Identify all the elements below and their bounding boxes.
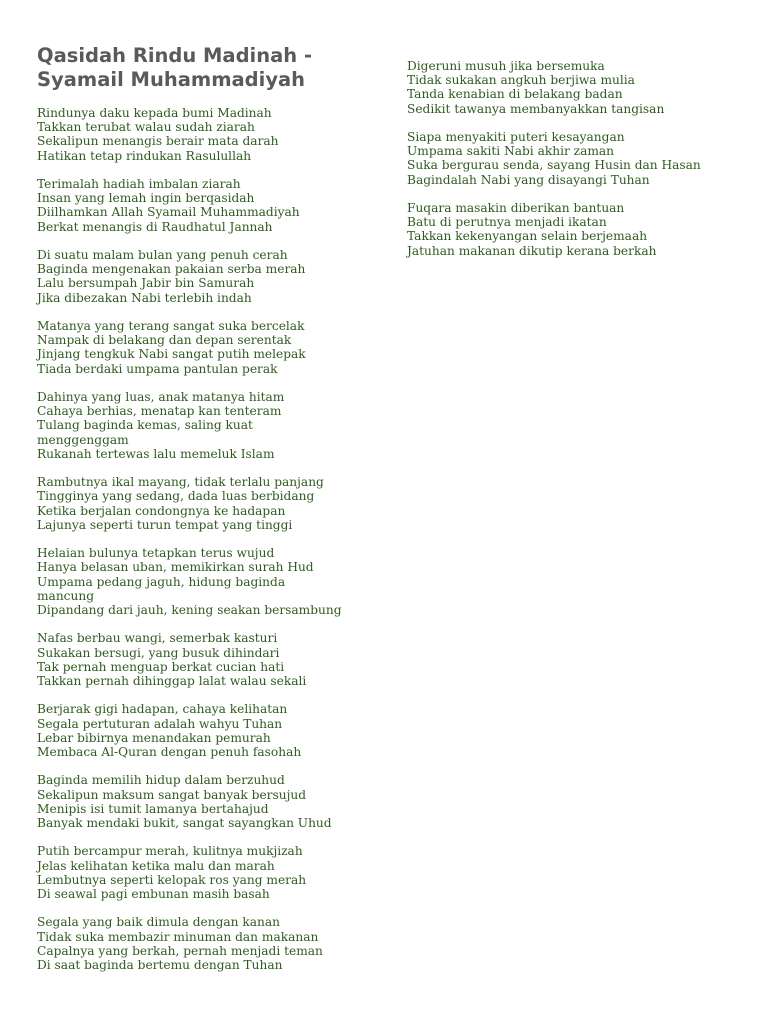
poem-line: Berjarak gigi hadapan, cahaya kelihatan [37,702,288,717]
poem-line: Siapa menyakiti puteri kesayangan [407,130,625,144]
poem-line: Fuqara masakin diberikan bantuan [407,201,625,215]
poem-line: Membaca Al-Quran dengan penuh fasohah [37,745,302,760]
poem-line: Helaian bulunya tetapkan terus wujud [37,546,275,561]
stanza [37,106,377,163]
poem-line: Di saat baginda bertemu dengan Tuhan [37,958,283,973]
poem-line: Segala yang baik dimula dengan kanan [37,915,280,930]
page-title [37,44,377,92]
stanza [37,390,377,461]
poem-line: Rindunya daku kepada bumi Madinah [37,106,272,120]
stanza [37,702,377,759]
poem-line: Baginda mengenakan pakaian serba merah [37,262,306,277]
poem-line: Diilhamkan Allah Syamail Muhammadiyah [37,205,300,220]
poem-line: Jika dibezakan Nabi terlebih indah [37,290,252,305]
left-stanza-list [37,106,377,972]
poem-line: Dahinya yang luas, anak matanya hitam [37,390,285,404]
title-line: Syamail Muhammadiyah [37,68,306,91]
poem-line: Hanya belasan uban, memikirkan surah Hud [37,560,314,575]
poem-line: Tak pernah menguap berkat cucian hati [37,659,285,674]
poem-line: Umpama sakiti Nabi akhir zaman [407,144,615,159]
stanza [37,915,377,972]
poem-line: Bagindalah Nabi yang disayangi Tuhan [407,172,650,187]
poem-line: Nampak di belakang dan depan serentak [37,333,292,348]
poem-line: Tingginya yang sedang, dada luas berbidang [37,489,315,504]
poem-line: Lebar bibirnya menandakan pemurah [37,730,271,745]
poem-line: Takkan pernah dihinggap lalat walau sekali [37,674,307,689]
stanza [37,773,377,830]
poem-line: Rukanah tertewas lalu memeluk Islam [37,446,275,461]
poem-line: Putih bercampur merah, kulitnya mukjizah [37,844,303,859]
poem-line: Digeruni musuh jika bersemuka [407,59,605,73]
poem-line: Sukakan bersugi, yang busuk dihindari [37,645,280,660]
poem-line: Umpama pedang jaguh, hidung baginda [37,574,286,589]
stanza [37,546,377,617]
title-line: Qasidah Rindu Madinah - [37,44,313,67]
stanza [407,130,747,187]
poem-line: Hatikan tetap rindukan Rasulullah [37,148,252,163]
left-column [37,44,377,986]
poem-line: Berkat menangis di Raudhatul Jannah [37,219,273,234]
poem-line: Takkan terubat walau sudah ziarah [37,120,255,135]
poem-line: Terimalah hadiah imbalan ziarah [37,177,241,191]
poem-line: Matanya yang terang sangat suka bercelak [37,319,305,333]
poem-line: Lalu bersumpah Jabir bin Samurah [37,276,255,291]
poem-line: Suka bergurau senda, sayang Husin dan Hasan [407,158,701,173]
poem-line: Sekalipun menangis berair mata darah [37,134,279,149]
poem-line: menggenggam [37,432,129,447]
poem-line: Rambutnya ikal mayang, tidak terlalu panjang [37,475,324,490]
poem-line: Tulang baginda kemas, saling kuat [37,418,253,433]
poem-line: Batu di perutnya menjadi ikatan [407,215,607,230]
poem-line: Ketika berjalan condongnya ke hadapan [37,503,286,518]
poem-line: Tidak suka membazir minuman dan makanan [37,929,319,944]
poem-line: Tidak sukakan angkuh berjiwa mulia [407,73,635,88]
poem-line: Baginda memilih hidup dalam berzuhud [37,773,285,788]
right-column [407,59,747,272]
poem-line: Dipandang dari jauh, kening seakan bersambung [37,603,342,618]
stanza [37,177,377,234]
poem-line: Di seawal pagi embunan masih basah [37,887,270,902]
poem-line: Jatuhan makanan dikutip kerana berkah [407,243,657,258]
poem-line: Insan yang lemah ingin berqasidah [37,191,255,206]
stanza [37,248,377,305]
poem-line: Lembutnya seperti kelopak ros yang merah [37,872,307,887]
poem-line: Segala pertuturan adalah wahyu Tuhan [37,716,283,731]
stanza [37,475,377,532]
stanza [37,319,377,376]
stanza [37,631,377,688]
poem-line: Sedikit tawanya membanyakkan tangisan [407,101,665,116]
stanza [407,201,747,258]
right-stanza-list [407,59,747,258]
stanza [37,844,377,901]
poem-line: Capalnya yang berkah, pernah menjadi teman [37,943,323,958]
poem-line: Lajunya seperti turun tempat yang tinggi [37,517,293,532]
poem-line: Di suatu malam bulan yang penuh cerah [37,248,288,262]
poem-line: Takkan kekenyangan selain berjemaah [407,229,648,244]
poem-line: mancung [37,588,94,603]
poem-line: Nafas berbau wangi, semerbak kasturi [37,631,278,646]
poem-line: Banyak mendaki bukit, sangat sayangkan Uhud [37,816,332,831]
poem-line: Sekalipun maksum sangat banyak bersujud [37,787,307,802]
poem-line: Tiada berdaki umpama pantulan perak [37,361,278,376]
poem-line: Menipis isi tumit lamanya bertahajud [37,801,269,816]
poem-line: Tanda kenabian di belakang badan [407,87,623,102]
poem-line: Jelas kelihatan ketika malu dan marah [37,858,275,873]
poem-line: Cahaya berhias, menatap kan tenteram [37,404,282,419]
poem-line: Jinjang tengkuk Nabi sangat putih melepak [37,347,306,362]
stanza [407,59,747,116]
